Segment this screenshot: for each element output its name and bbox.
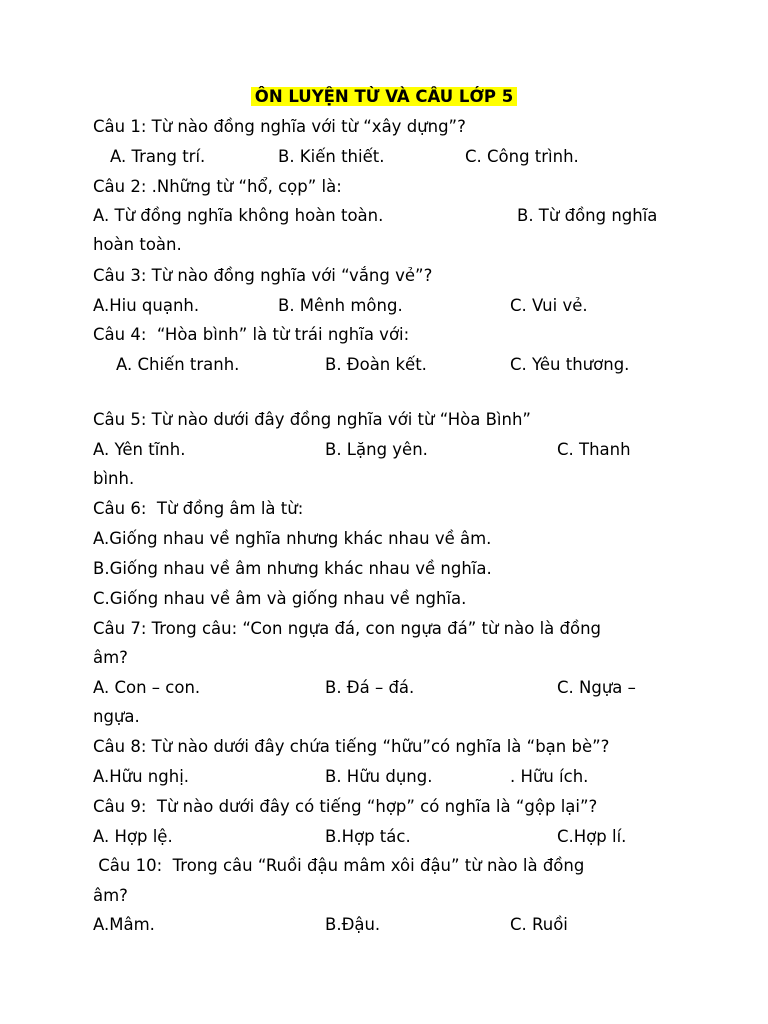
q3-option-b: B. Mênh mông. (278, 296, 403, 315)
q5-option-c-continued: bình. (93, 469, 135, 488)
q10-option-b: B.Đậu. (325, 915, 381, 934)
q4-option-b: B. Đoàn kết. (325, 355, 427, 374)
document-title (0, 86, 768, 108)
q4-option-c: C. Yêu thương. (510, 355, 630, 374)
q1-option-a: A. Trang trí. (110, 147, 206, 166)
q8-option-a: A.Hữu nghị. (93, 767, 190, 786)
q5-option-a: A. Yên tĩnh. (93, 440, 186, 459)
q3-option-c: C. Vui vẻ. (510, 296, 588, 315)
question-7-continued: âm? (93, 648, 128, 667)
q1-option-b: B. Kiến thiết. (278, 147, 385, 166)
q5-option-b: B. Lặng yên. (325, 440, 428, 459)
question-7: Câu 7: Trong câu: “Con ngựa đá, con ngựa đá” từ nào là đồng (93, 619, 602, 638)
question-6: Câu 6: Từ đồng âm là từ: (93, 499, 304, 518)
question-9: Câu 9: Từ nào dưới đây có tiếng “hợp” có nghĩa là “gộp lại”? (93, 797, 598, 816)
question-4: Câu 4: “Hòa bình” là từ trái nghĩa với: (93, 325, 410, 344)
q4-option-a: A. Chiến tranh. (116, 355, 240, 374)
q2-option-a: A. Từ đồng nghĩa không hoàn toàn. (93, 206, 384, 225)
document-title-text: ÔN LUYỆN TỪ VÀ CÂU LỚP 5 (251, 87, 517, 106)
q2-option-b-continued: hoàn toàn. (93, 235, 182, 254)
question-10-continued: âm? (93, 886, 128, 905)
question-3: Câu 3: Từ nào đồng nghĩa với “vắng vẻ”? (93, 266, 433, 285)
q6-option-b: B.Giống nhau về âm nhưng khác nhau về nghĩa. (93, 559, 492, 578)
q9-option-c: C.Hợp lí. (557, 827, 627, 846)
question-10: Câu 10: Trong câu “Ruồi đậu mâm xôi đậu” từ nào là đồng (93, 856, 585, 875)
q8-option-c: . Hữu ích. (510, 767, 589, 786)
q6-option-c: C.Giống nhau về âm và giống nhau về nghĩa. (93, 589, 467, 608)
question-1: Câu 1: Từ nào đồng nghĩa với từ “xây dựng”? (93, 117, 466, 136)
q8-option-b: B. Hữu dụng. (325, 767, 433, 786)
q1-option-c: C. Công trình. (465, 147, 579, 166)
question-2: Câu 2: .Những từ “hổ, cọp” là: (93, 177, 342, 196)
q2-option-b: B. Từ đồng nghĩa (517, 206, 658, 225)
question-5: Câu 5: Từ nào dưới đây đồng nghĩa với từ “Hòa Bình” (93, 410, 531, 429)
q6-option-a: A.Giống nhau về nghĩa nhưng khác nhau về âm. (93, 529, 492, 548)
q3-option-a: A.Hiu quạnh. (93, 296, 200, 315)
q7-option-b: B. Đá – đá. (325, 678, 415, 697)
q5-option-c: C. Thanh (557, 440, 631, 459)
q7-option-c: C. Ngựa – (557, 678, 636, 697)
q9-option-a: A. Hợp lệ. (93, 827, 173, 846)
question-8: Câu 8: Từ nào dưới đây chứa tiếng “hữu”có nghĩa là “bạn bè”? (93, 737, 610, 756)
q7-option-c-continued: ngựa. (93, 707, 140, 726)
q9-option-b: B.Hợp tác. (325, 827, 411, 846)
q7-option-a: A. Con – con. (93, 678, 201, 697)
q10-option-a: A.Mâm. (93, 915, 155, 934)
q10-option-c: C. Ruồi (510, 915, 568, 934)
